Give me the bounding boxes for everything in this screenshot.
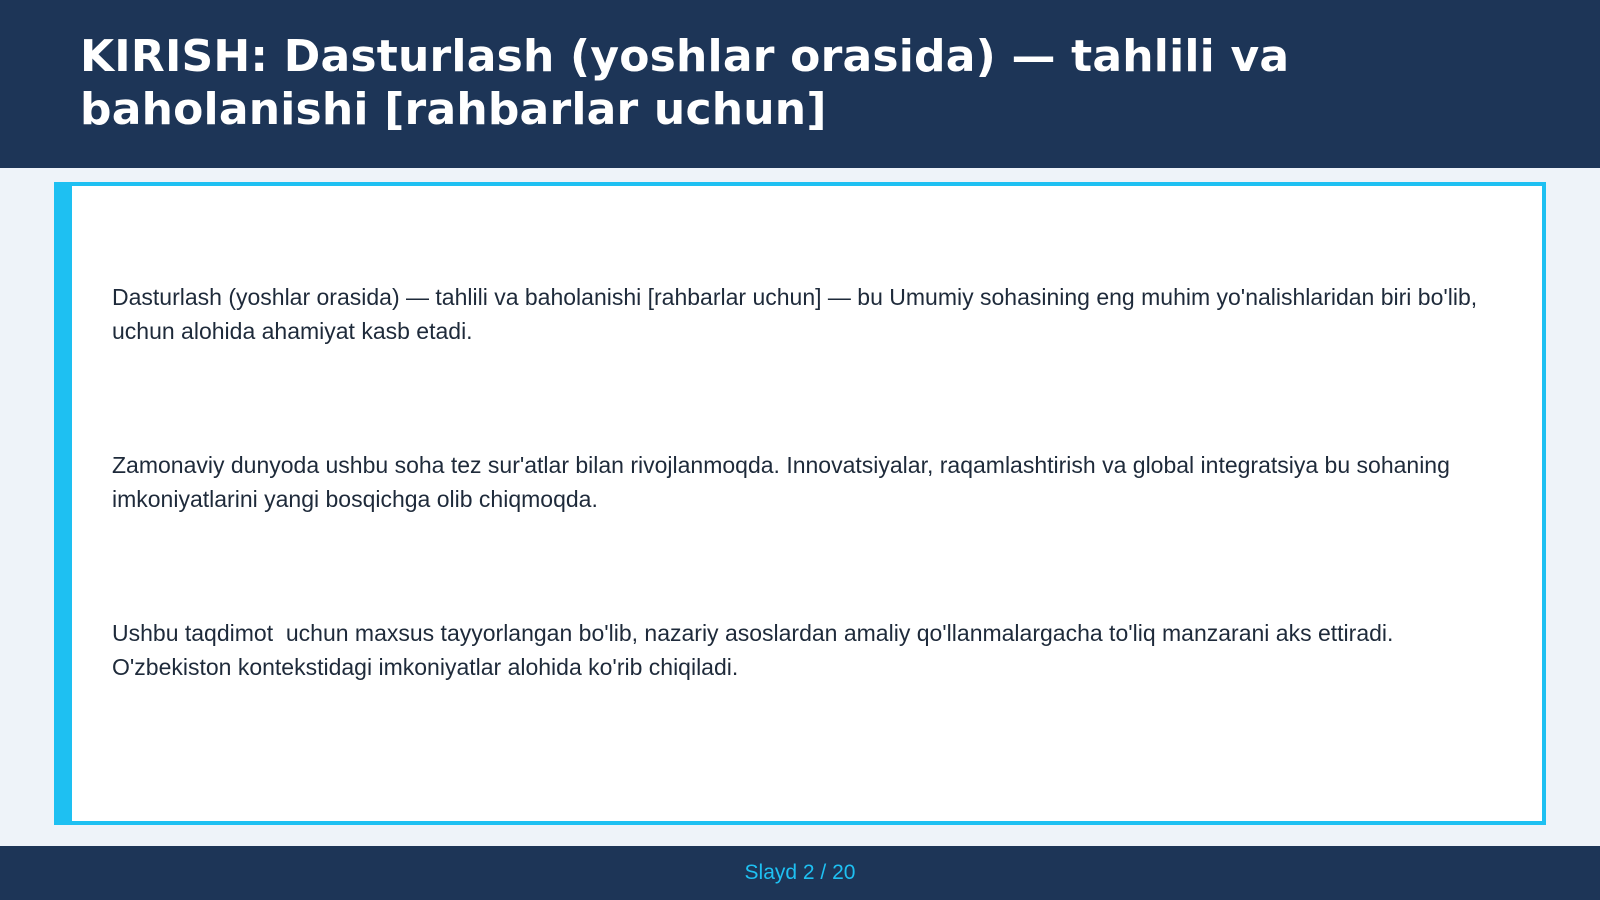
slide-header [0, 0, 1600, 168]
slide-counter: Slayd 2 / 20 [744, 861, 856, 884]
paragraph-modern-world: Zamonaviy dunyoda ushbu soha tez sur'atlar bilan rivojlanmoqda. Innovatsiyalar, raqamlashtirish va global integratsiya bu sohaning imkoniyatlarini yangi bosqichga olib chiqmoqda. [112, 452, 1457, 512]
content-panel [54, 182, 1546, 825]
slide-footer [0, 846, 1600, 900]
slide-title: KIRISH: Dasturlash (yoshlar orasida) — tahlili va baholanishi [rahbarlar uchun] [80, 31, 1290, 135]
paragraph-presentation: Ushbu taqdimot uchun maxsus tayyorlangan bo'lib, nazariy asoslardan amaliy qo'llanmalargacha to'liq manzarani aks ettiradi. O'zbekiston kontekstidagi imkoniyatlar alohida ko'rib chiqiladi. [112, 620, 1400, 680]
paragraph-intro: Dasturlash (yoshlar orasida) — tahlili va baholanishi [rahbarlar uchun] — bu Umumiy sohasining eng muhim yo'nalishlaridan biri bo'lib, uchun alohida ahamiyat kasb etadi. [112, 284, 1490, 344]
content-body [112, 212, 1490, 784]
